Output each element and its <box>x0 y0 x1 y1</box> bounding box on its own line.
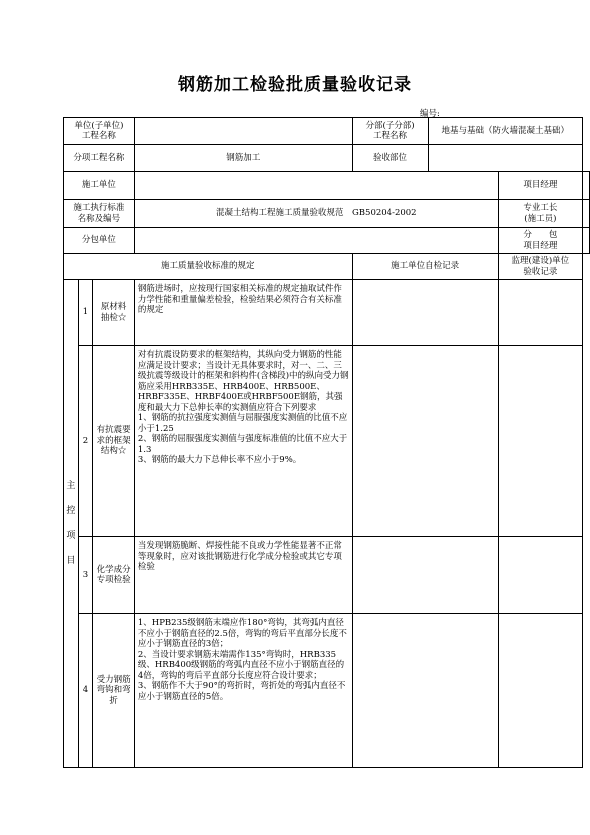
section-char: 项 <box>66 530 76 541</box>
project-manager-label: 项目经理 <box>498 172 582 200</box>
item-name-text: 有抗震要 求的框架 结构☆ <box>96 425 131 457</box>
supervision-cell[interactable] <box>498 280 582 346</box>
column-header-supervision <box>498 254 582 280</box>
section-char: 控 <box>66 505 76 516</box>
item-spec-text: 1、HPB235级钢筋末端应作180°弯钩，其弯弧内直径不应小于钢筋直径的2.5倍，弯钩的弯后平直部分长度不应小于钢筋直径的3倍； 2、当设计要求钢筋末端需作135°弯钩时，HRB335级、HRB400级钢筋的弯弧内直径不应小于钢筋直径的4倍，弯钩的弯后平直部分长度应符合设计要求； 3、钢筋作不大于90°的弯折时，弯折处的弯弧内直径不应小于钢筋直径的5倍。 <box>137 618 347 702</box>
unit-name-label-line2: 工程名称 <box>81 131 116 141</box>
item-name-text: 原材料 抽检☆ <box>100 302 127 323</box>
supervision-cell[interactable] <box>498 614 582 768</box>
column-header-row <box>64 254 590 280</box>
supervision-cell[interactable] <box>498 537 582 614</box>
item-name-text: 受力钢筋 弯钩和弯折 <box>96 674 131 706</box>
unit-name-label-line1: 单位(子单位) <box>74 120 124 131</box>
sub-pm-label-line2: 项目经理 <box>523 240 558 251</box>
acceptance-part-value[interactable] <box>428 145 583 172</box>
standard-label-line2: 名称及编号 <box>77 213 121 224</box>
foreman-label-line2: (施工员) <box>524 213 557 224</box>
item-spec <box>134 346 352 537</box>
column-header-supervision-line2: 验收记录 <box>523 266 558 277</box>
item-spec <box>134 280 352 346</box>
contractor-label: 施工单位 <box>64 172 135 200</box>
subsection-name-label <box>352 118 428 145</box>
unit-name-value[interactable] <box>134 118 352 145</box>
header-row-standard <box>64 200 590 228</box>
acceptance-record-table <box>63 117 590 768</box>
section-char: 主 <box>66 480 76 491</box>
unit-name-label <box>64 118 135 145</box>
column-header-supervision-line1: 监理(建设)单位 <box>511 256 570 266</box>
column-header-self-check: 施工单位自检记录 <box>352 254 498 280</box>
standard-label <box>64 200 135 228</box>
document-number-label: 编号: <box>420 109 440 119</box>
self-check-cell[interactable] <box>352 280 498 346</box>
item-name <box>93 280 135 346</box>
sub-project-manager-value[interactable] <box>583 228 590 254</box>
header-row-contractor <box>64 172 590 200</box>
supervision-cell[interactable] <box>498 346 582 537</box>
table-row <box>64 537 590 614</box>
item-name-text: 化学成分 专项检验 <box>96 564 131 585</box>
subsection-name-label-line1: 分部(子分部) <box>365 120 415 131</box>
subcontractor-value[interactable] <box>134 228 498 254</box>
foreman-label <box>498 200 582 228</box>
subsection-name-label-line2: 工程名称 <box>373 131 408 141</box>
sub-pm-label-line1: 分 包 <box>523 230 558 240</box>
project-manager-value[interactable] <box>583 172 590 200</box>
item-name-label: 分项工程名称 <box>64 145 135 172</box>
table-row <box>64 280 590 346</box>
contractor-value[interactable] <box>134 172 498 200</box>
item-number: 3 <box>78 537 93 614</box>
item-number: 4 <box>78 614 93 768</box>
section-char: 目 <box>66 555 76 566</box>
header-row-item <box>64 145 590 172</box>
document-title: 钢筋加工检验批质量验收记录 <box>178 75 412 95</box>
table-row <box>64 614 590 768</box>
item-name-value[interactable]: 钢筋加工 <box>134 145 352 172</box>
foreman-value[interactable] <box>583 200 590 228</box>
self-check-cell[interactable] <box>352 537 498 614</box>
foreman-label-line1: 专业工长 <box>523 203 558 213</box>
item-spec-text: 当发现钢筋脆断、焊接性能不良或力学性能显著不正常等现象时，应对该批钢筋进行化学成分检验或其它专项检验 <box>137 541 342 572</box>
item-spec <box>134 614 352 768</box>
sub-project-manager-label <box>498 228 582 254</box>
item-name <box>93 614 135 768</box>
standard-label-line1: 施工执行标准 <box>73 203 125 213</box>
subsection-name-value[interactable]: 地基与基础（防火墙混凝土基础） <box>428 118 583 145</box>
self-check-cell[interactable] <box>352 346 498 537</box>
subcontractor-label: 分包单位 <box>64 228 135 254</box>
item-spec <box>134 537 352 614</box>
item-number: 1 <box>78 280 93 346</box>
header-row-subcontractor <box>64 228 590 254</box>
item-name <box>93 346 135 537</box>
main-control-section-label <box>64 280 79 768</box>
column-header-spec: 施工质量验收标准的规定 <box>64 254 353 280</box>
item-name <box>93 537 135 614</box>
standard-value[interactable]: 混凝土结构工程施工质量验收规范 GB50204-2002 <box>134 200 498 228</box>
item-spec-text: 对有抗震设防要求的框架结构，其纵向受力钢筋的性能应满足设计要求；当设计无具体要求时，对一、二、三级抗震等级设计的框架和斜构件(含梯段)中的纵向受力钢筋应采用HRB335E、HRB400E、HRB500E、HRBF335E、HRBF400E或HRBF500E钢筋，其强度和最大力下总伸长率的实测值应符合下列要求 1、钢筋的抗拉强度实测值与屈服强度实测值的比值不应小于1.25 2、钢筋的屈服强度实测值与强度标准值的比值不应大于1.3 3、钢筋的最大力下总伸长率不应小于9%。 <box>137 350 349 465</box>
item-spec-text: 钢筋进场时，应按现行国家相关标准的规定抽取试件作力学性能和重量偏差检验，检验结果必须符合有关标准的规定 <box>137 284 342 315</box>
acceptance-part-label: 验收部位 <box>352 145 428 172</box>
table-row <box>64 346 590 537</box>
self-check-cell[interactable] <box>352 614 498 768</box>
header-row-unit <box>64 118 590 145</box>
item-number: 2 <box>78 346 93 537</box>
